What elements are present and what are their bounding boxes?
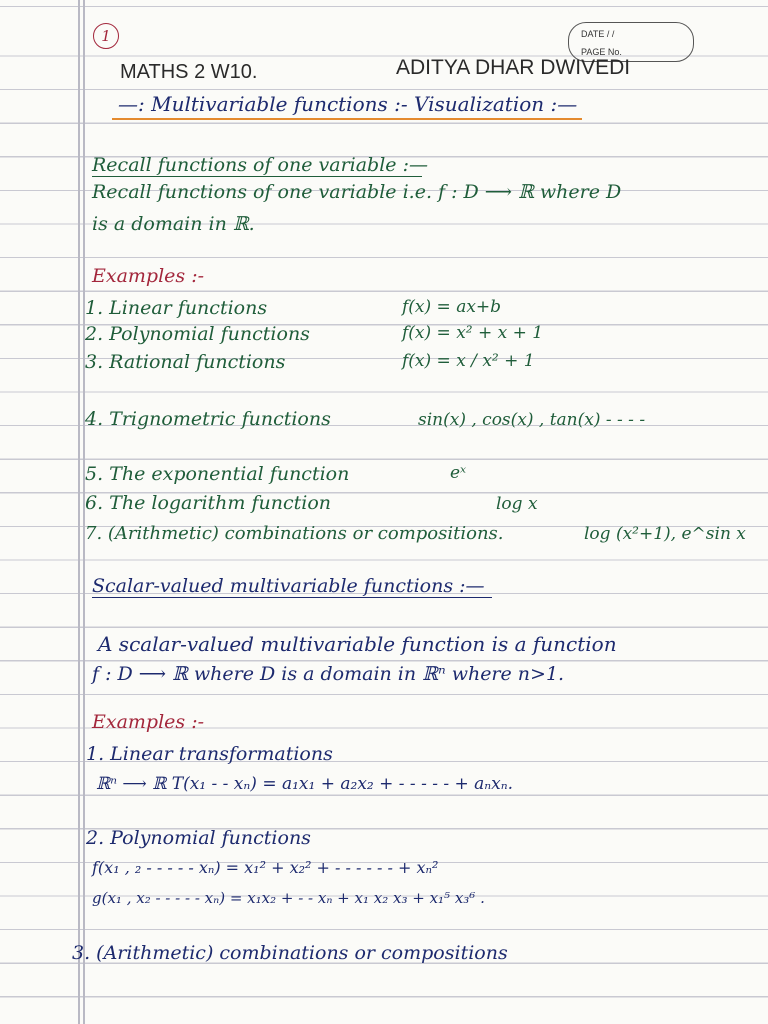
example-linear-label: 1. Linear functions <box>85 297 268 319</box>
linear-transformations-label: 1. Linear transformations <box>86 743 333 765</box>
date-label: DATE / / <box>581 29 615 39</box>
example-rational-label: 3. Rational functions <box>85 351 286 373</box>
title-underline <box>112 118 582 120</box>
page-number-circle: 1 <box>93 23 119 49</box>
example-exponential-formula: eˣ <box>450 463 467 483</box>
recall-text-1: Recall functions of one variable i.e. f : D ⟶ ℝ where D <box>92 181 622 203</box>
example-polynomial-label: 2. Polynomial functions <box>85 323 310 345</box>
page-title: —: Multivariable functions :- Visualization :— <box>118 92 578 116</box>
example-trig-label: 4. Trignometric functions <box>85 408 331 430</box>
page-no-label: PAGE No. <box>581 47 622 57</box>
scalar-text-1: A scalar-valued multivariable function is a function <box>98 632 617 656</box>
example-trig-formula: sin(x) , cos(x) , tan(x) - - - - <box>418 410 646 430</box>
example-polynomial-formula: f(x) = x² + x + 1 <box>402 323 544 343</box>
polynomial-functions-label: 2. Polynomial functions <box>86 827 311 849</box>
polynomial-formula-f: f(x₁ , ₂ - - - - - xₙ) = x₁² + x₂² + - - - - - - + xₙ² <box>92 858 439 877</box>
scalar-heading: Scalar-valued multivariable functions :— <box>92 575 485 597</box>
arithmetic-combinations-label: 3. (Arithmetic) combinations or compositions <box>72 942 508 964</box>
recall-text-2: is a domain in ℝ. <box>92 213 255 235</box>
example-exponential-label: 5. The exponential function <box>85 463 350 485</box>
example-combinations-label: 7. (Arithmetic) combinations or compositions. <box>85 523 504 544</box>
linear-transformations-formula: ℝⁿ ⟶ ℝ T(x₁ - - xₙ) = a₁x₁ + a₂x₂ + - - - - - + aₙxₙ. <box>96 774 514 794</box>
recall-heading-underline <box>92 176 422 177</box>
scalar-text-2: f : D ⟶ ℝ where D is a domain in ℝⁿ where n>1. <box>92 663 565 685</box>
recall-heading: Recall functions of one variable :— <box>92 154 428 176</box>
margin-line-left <box>78 0 80 1024</box>
course-title: MATHS 2 W10. <box>120 61 258 83</box>
example-rational-formula: f(x) = x / x² + 1 <box>402 351 535 371</box>
example-linear-formula: f(x) = ax+b <box>402 297 502 317</box>
example-combinations-formula: log (x²+1), e^sin x <box>584 524 746 544</box>
example-logarithm-label: 6. The logarithm function <box>85 492 331 514</box>
example-logarithm-formula: log x <box>496 494 538 514</box>
examples-heading-2: Examples :- <box>92 711 205 733</box>
polynomial-formula-g: g(x₁ , x₂ - - - - - xₙ) = x₁x₂ + - - xₙ + x₁ x₂ x₃ + x₁⁵ x₃⁶ . <box>92 889 485 907</box>
author-name: ADITYA DHAR DWIVEDI <box>396 56 631 79</box>
examples-heading-1: Examples :- <box>92 265 205 287</box>
scalar-heading-underline <box>92 597 492 598</box>
